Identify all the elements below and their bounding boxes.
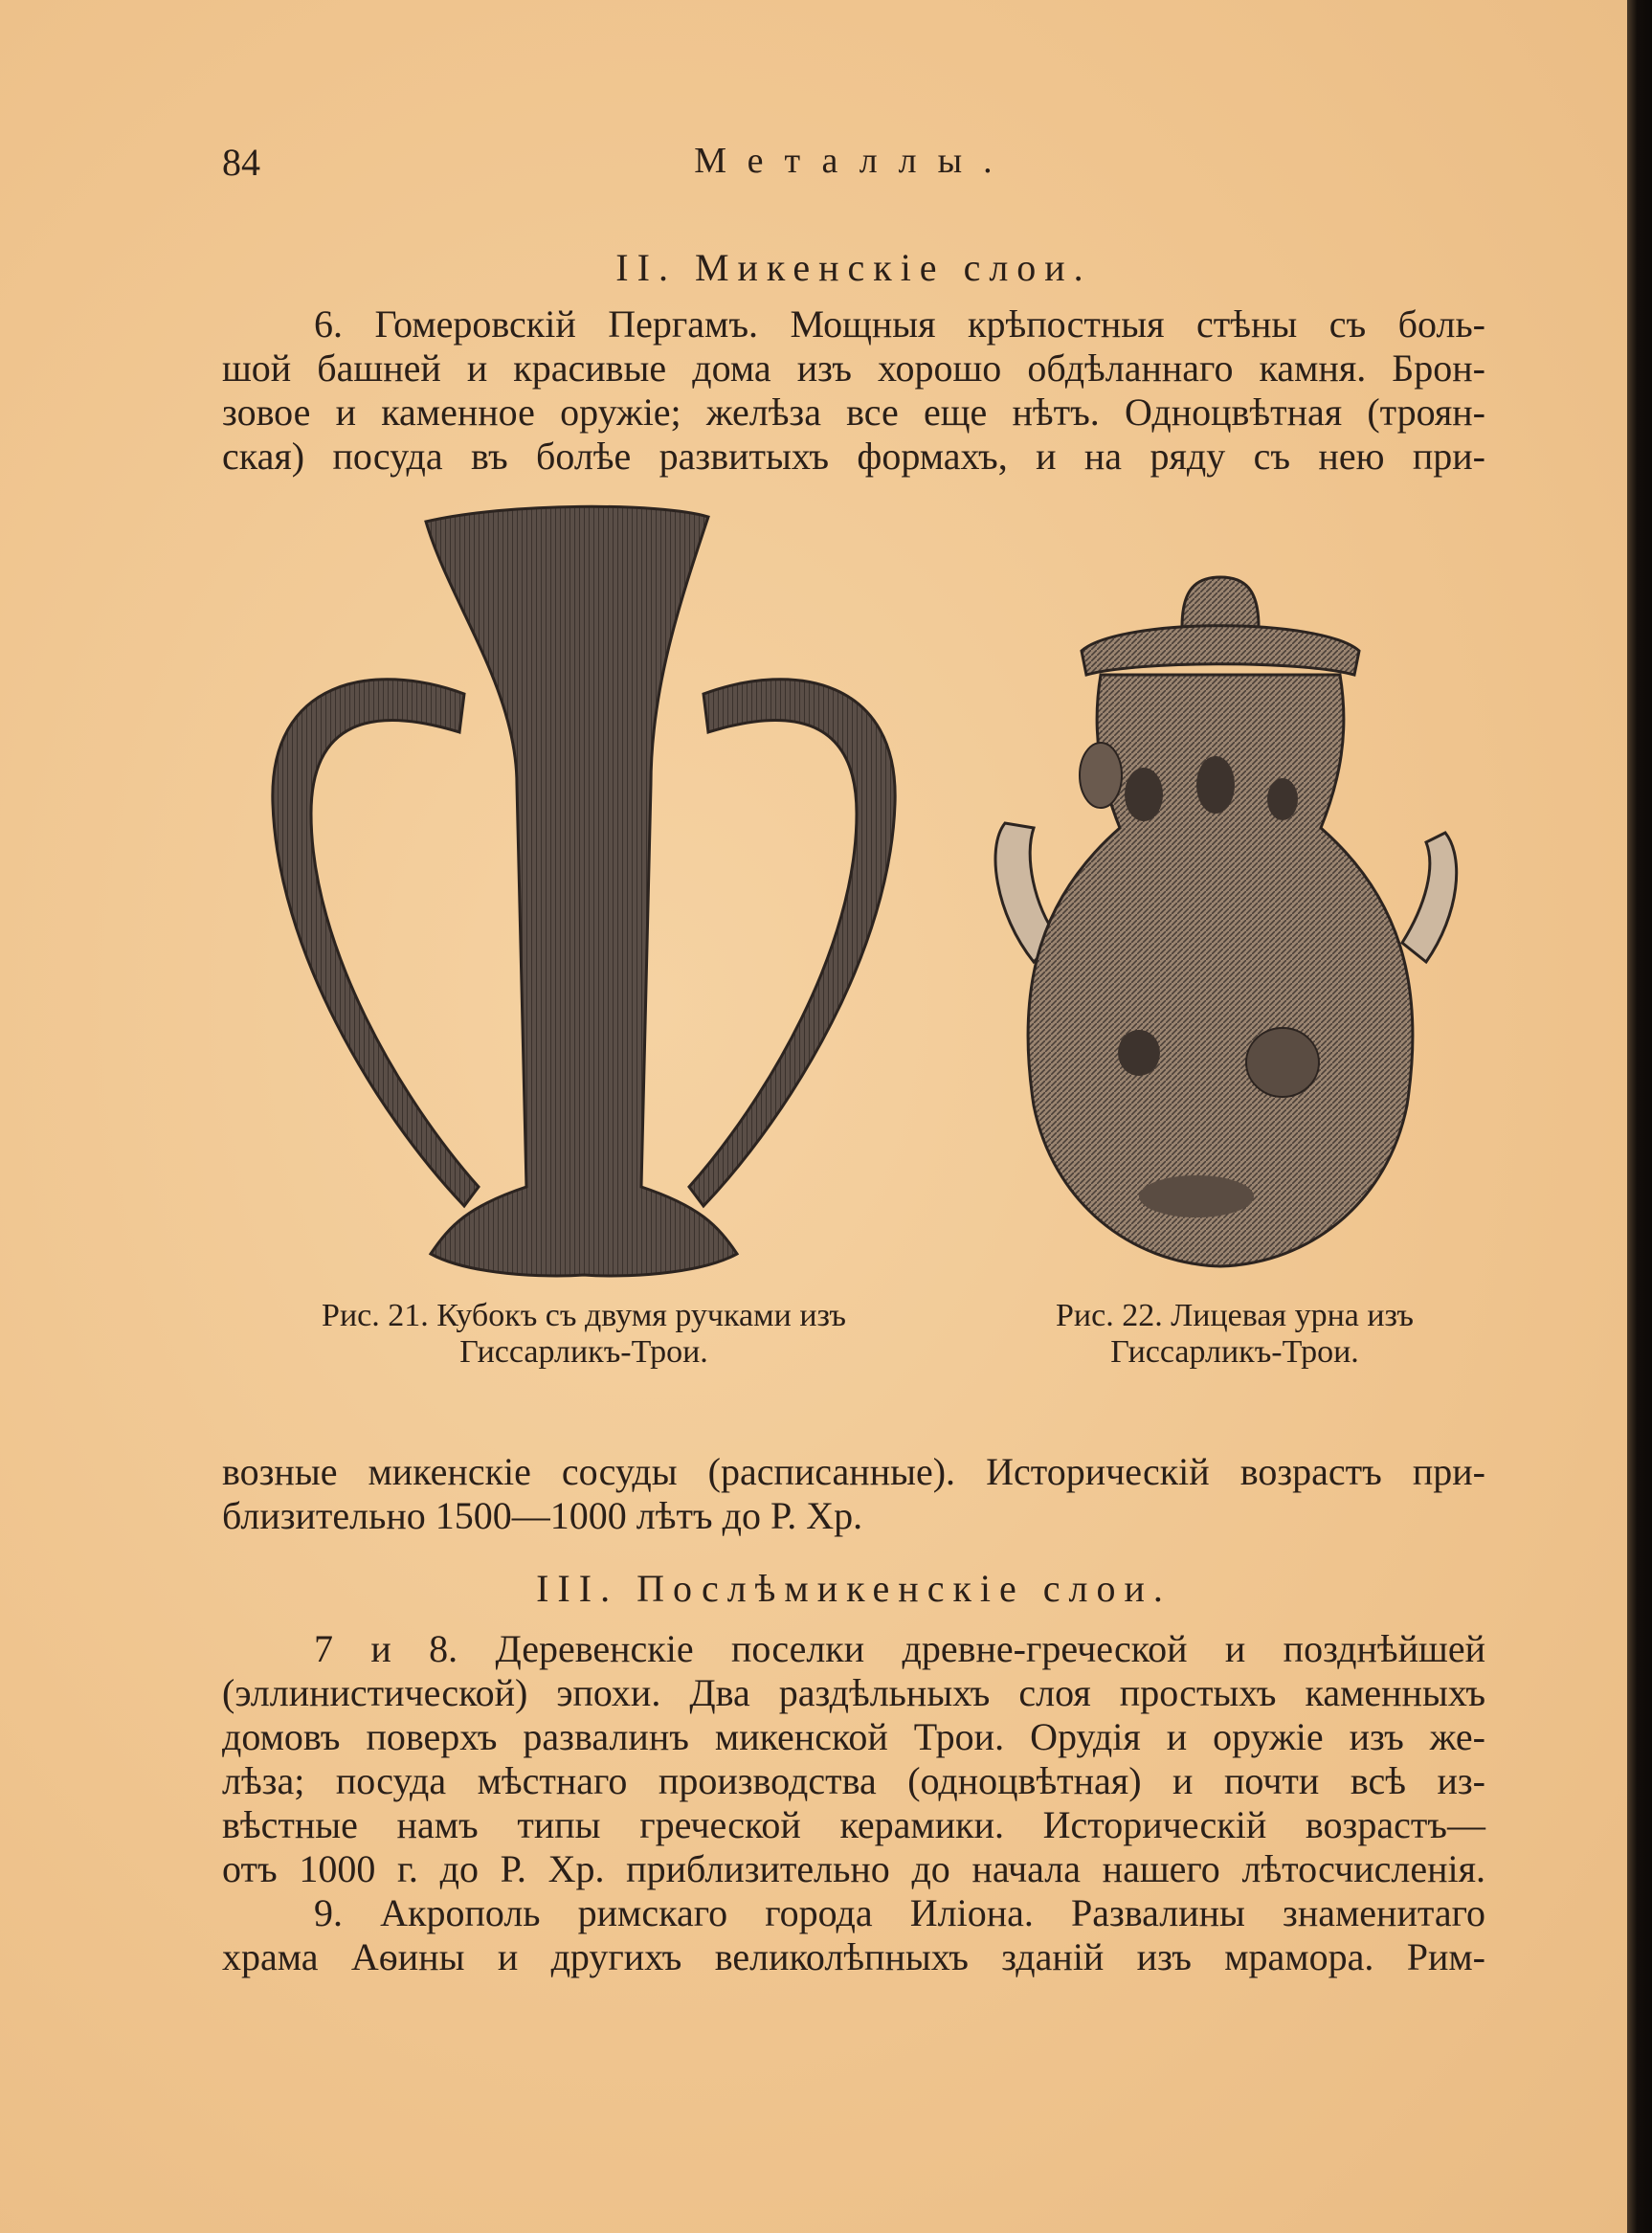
page-header [222,134,1485,191]
paragraph-line: зовое и каменное оружіе; желѣза все еще нѣтъ. Одноцвѣтная (троян- [222,391,1485,434]
running-title: Металлы. [694,141,1014,181]
paragraph-line: храма Аѳины и другихъ великолѣпныхъ зданій изъ мрамора. Рим- [222,1935,1485,1978]
caption-line: Гиссарликъ-Трои. [459,1334,708,1370]
paragraph-line: 9. Акрополь римскаго города Иліона. Развалины знаменитаго [314,1891,1485,1934]
caption-line: Рис. 22. Лицевая урна изъ [1056,1298,1414,1333]
section-heading-2: II. Микенскіе слои. [615,246,1092,289]
paragraph-line: шой башней и красивые дома изъ хорошо обдѣланнаго камня. Брон- [222,346,1485,390]
figure-21-caption [249,1298,919,1371]
paragraph-line: домовъ поверхъ развалинъ микенской Трои. Орудія и оружіе изъ же- [222,1715,1485,1758]
figure-22 [976,569,1474,1283]
page-edge-shadow [1627,0,1652,2233]
paragraph-line: (эллинистической) эпохи. Два раздѣльныхъ слоя простыхъ каменныхъ [222,1671,1485,1714]
paragraph-line: близительно 1500—1000 лѣтъ до Р. Хр. [222,1494,863,1537]
figure-22-caption [986,1298,1484,1371]
figure-21 [258,498,909,1283]
paragraph-line: 7 и 8. Деревенскіе поселки древне-греческой и позднѣйшей [314,1627,1485,1670]
face-urn-icon [976,569,1474,1283]
paragraph-line: вѣстные намъ типы греческой керамики. Историческій возрастъ— [222,1803,1485,1846]
page-number: 84 [222,141,260,184]
caption-line: Рис. 21. Кубокъ съ двумя ручками изъ [322,1298,846,1333]
paragraph-line: ская) посуда въ болѣе развитыхъ формахъ, и на ряду съ нею при- [222,435,1485,478]
section-heading-3: III. Послѣмикенскіе слои. [536,1567,1172,1610]
caption-line: Гиссарликъ-Трои. [1110,1334,1359,1370]
paragraph-line: возные микенскіе сосуды (расписанные). Историческій возрастъ при- [222,1450,1485,1493]
two-handled-cup-icon [258,498,909,1283]
paragraph-line: 6. Гомеровскій Пергамъ. Мощныя крѣпостныя стѣны съ боль- [314,302,1485,346]
paragraph-line: отъ 1000 г. до Р. Хр. приблизительно до начала нашего лѣтосчисленія. [222,1847,1485,1890]
paragraph-line: лѣза; посуда мѣстнаго производства (одноцвѣтная) и почти всѣ из- [222,1759,1485,1802]
